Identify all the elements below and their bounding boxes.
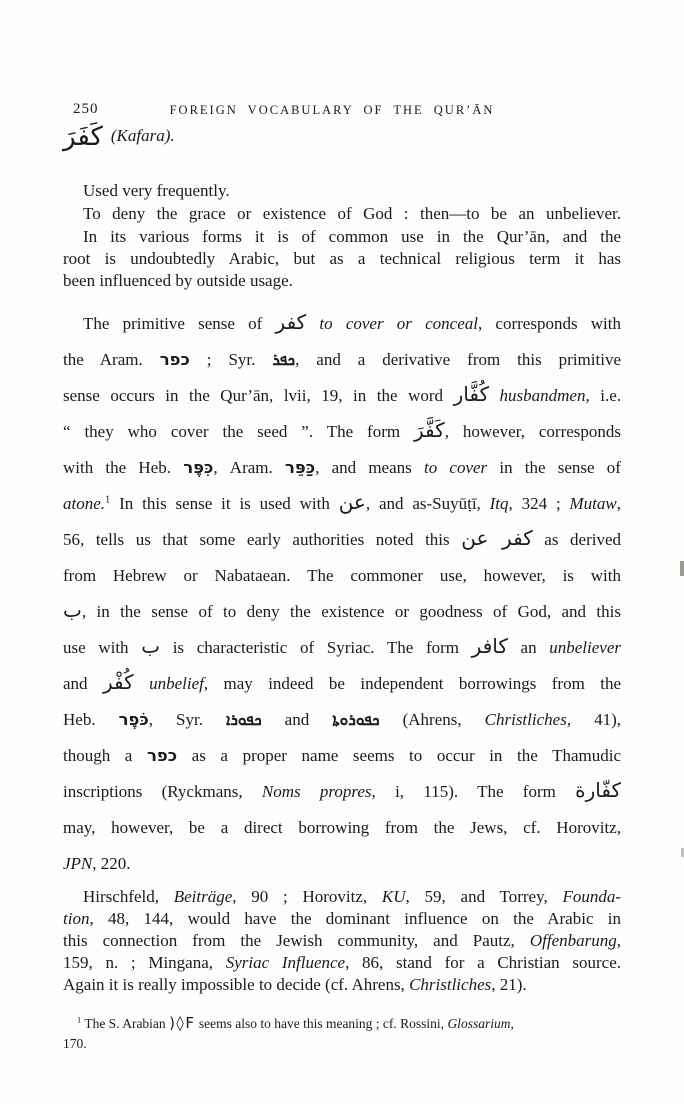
text-line [63, 450, 621, 486]
text-segment: In this sense it is used with [110, 494, 339, 513]
text-segment: unbeliever [549, 638, 622, 657]
text-segment: Hirschfeld, [83, 887, 174, 906]
text-segment: this connection from the Jewish community, and Pautz, [63, 931, 530, 950]
footnote [63, 1014, 621, 1054]
text-line [63, 886, 621, 908]
arabic-word: ب [63, 598, 82, 622]
text-segment: to cover or conceal [319, 314, 478, 333]
text-segment: is characteristic of Syriac. The form [160, 638, 472, 657]
headword-transliteration: (Kafara). [110, 126, 175, 145]
text-segment: Glossarium [447, 1016, 511, 1031]
text-segment: tion [63, 909, 90, 928]
arabic-word: كفر عن [461, 526, 533, 550]
text-segment: , 90 ; Horovitz, [232, 887, 382, 906]
text-line [63, 930, 621, 952]
text-line [63, 594, 621, 630]
arabic-word: ب [141, 634, 161, 658]
text-segment: The S. Arabian [81, 1016, 170, 1031]
text-segment: may, however, be a direct borrowing from the Jews, cf. Horovitz, [63, 818, 621, 837]
text-segment: JPN [63, 854, 93, 873]
arabic-word: كُفَّار [453, 382, 489, 406]
hebrew-word: כפר [146, 746, 178, 765]
text-segment: and [63, 674, 103, 693]
text-segment: unbelief [149, 674, 204, 693]
text-segment: (Ahrens, [379, 710, 485, 729]
text-segment: , and as-Suyūṭī, [365, 494, 490, 513]
text-segment: Used very frequently. [83, 181, 230, 200]
text-segment: Noms propres [261, 782, 372, 801]
text-segment: as derived [532, 530, 621, 549]
text-segment: an [507, 638, 550, 657]
text-line [63, 342, 621, 378]
paragraph-origin [63, 226, 621, 292]
text-segment: “ they who cover the seed ”. The form [63, 422, 414, 441]
text-segment: Christliches [484, 710, 567, 729]
text-segment: root is undoubtedly Arabic, but as a technical religious term it has [63, 249, 621, 268]
text-segment: , [510, 1016, 514, 1031]
syriac-word: ܟܦܪ [272, 351, 296, 369]
text-line [63, 558, 621, 594]
text-segment: , in the sense of to deny the existence or goodness of God, and this [81, 602, 621, 621]
text-line [63, 846, 621, 882]
text-line [63, 486, 621, 522]
text-segment: though a [63, 746, 147, 765]
text-segment: 170. [63, 1036, 87, 1051]
syriac-word: ܟܦܘܪܐ [226, 711, 262, 729]
text-segment [306, 314, 319, 333]
footnote-marker: 1 [77, 1015, 82, 1025]
text-segment: inscriptions (Ryckmans, [63, 782, 262, 801]
text-line [63, 306, 621, 342]
text-segment: in the sense of [487, 458, 621, 477]
text-segment: Heb. [63, 710, 119, 729]
text-line [63, 248, 621, 270]
text-segment: Christliches [409, 975, 492, 994]
text-line [63, 1014, 621, 1034]
text-segment: , Syr. [148, 710, 226, 729]
headword-arabic: كَفَرَ [63, 122, 103, 152]
paragraph-scholars [63, 886, 621, 996]
arabic-word: كُفْر [102, 670, 134, 694]
text-segment [489, 386, 500, 405]
text-segment: 56, tells us that some early authorities noted this [63, 530, 462, 549]
text-segment: as a proper name seems to occur in the Thamudic [177, 746, 621, 765]
footnote-marker: 1 [105, 494, 111, 506]
text-line [63, 414, 621, 450]
text-line [63, 974, 621, 996]
text-segment: Itq [489, 494, 509, 513]
arabic-word: كفّارة [575, 778, 621, 802]
text-line [63, 738, 621, 774]
text-segment: , i, 115). The form [371, 782, 576, 801]
text-segment: , and means [315, 458, 424, 477]
text-segment: Again it is really impossible to decide (cf. Ahrens, [63, 975, 410, 994]
text-segment [134, 674, 149, 693]
paragraph-primitive-sense [63, 306, 621, 882]
text-segment: 159, n. ; Mingana, [63, 953, 226, 972]
text-line [63, 270, 621, 292]
text-segment: , 220. [92, 854, 131, 873]
text-segment: sense occurs in the Qur’ān, lvii, 19, in the word [63, 386, 454, 405]
text-segment: , 86, stand for a Christian source. [345, 953, 621, 972]
text-segment: Beiträge [173, 887, 233, 906]
text-line [63, 1034, 621, 1054]
hebrew-word: כַּפֵּר [284, 458, 316, 477]
text-segment: ; Syr. [189, 350, 273, 369]
text-segment: , however, corresponds [444, 422, 622, 441]
hebrew-word: כִּפֶּר [183, 458, 214, 477]
text-line [63, 774, 621, 810]
running-title: FOREIGN VOCABULARY OF THE QUR’ĀN [169, 103, 495, 117]
text-segment: , [616, 931, 621, 950]
entry-headword [63, 124, 175, 176]
text-segment: In its various forms it is of common use in the Qur’ān, and the [83, 227, 621, 246]
text-line [63, 378, 621, 414]
text-line [63, 203, 621, 225]
syriac-word: ܟܦܘܪܘܬܐ [332, 711, 380, 729]
text-segment: Syriac Influence [225, 953, 346, 972]
text-segment: and [261, 710, 333, 729]
text-segment: use with [63, 638, 142, 657]
paragraph-frequency [63, 180, 621, 202]
text-segment: Founda- [562, 887, 622, 906]
text-line [63, 666, 621, 702]
text-segment: Offenbarung [529, 931, 617, 950]
text-segment: , 48, 144, would have the dominant influence on the Arabic in [89, 909, 621, 928]
text-segment: , 41), [566, 710, 622, 729]
text-line [63, 908, 621, 930]
text-segment: , may indeed be independent borrowings from the [203, 674, 621, 693]
text-segment: atone. [63, 494, 106, 513]
hebrew-word: כֹּפֶר [118, 710, 149, 729]
text-segment: , and a derivative from this primitive [295, 350, 621, 369]
text-segment: To deny the grace or existence of God : then—to be an unbeliever. [83, 204, 621, 223]
text-segment: , corresponds with [477, 314, 621, 333]
page-number: 250 [73, 101, 99, 117]
south-arabian-word: )◊Ϝ [169, 1014, 196, 1032]
text-segment: , Aram. [213, 458, 285, 477]
text-line [63, 952, 621, 974]
text-segment: KU [381, 887, 406, 906]
text-segment: , 59, and Torrey, [405, 887, 563, 906]
text-segment: The primitive sense of [83, 314, 276, 333]
hebrew-word: כפר [159, 350, 190, 369]
arabic-word: كَفَّرَ [414, 418, 445, 442]
text-segment: , 21). [491, 975, 527, 994]
text-line [63, 630, 621, 666]
scan-artifact [680, 561, 684, 576]
text-segment: , 324 ; [508, 494, 570, 513]
text-line [63, 522, 621, 558]
text-line [63, 810, 621, 846]
running-head [63, 101, 621, 119]
text-segment: seems also to have this meaning ; cf. Rossini, [195, 1016, 448, 1031]
arabic-word: عن [338, 490, 366, 514]
text-segment: Mutaw [569, 494, 617, 513]
text-segment: husbandmen [499, 386, 586, 405]
arabic-word: كافر [471, 634, 508, 658]
text-segment: the Aram. [63, 350, 160, 369]
text-line [63, 226, 621, 248]
text-segment: to cover [423, 458, 488, 477]
text-line [63, 180, 621, 202]
text-line [63, 702, 621, 738]
paragraph-meaning [63, 203, 621, 225]
text-segment: with the Heb. [63, 458, 184, 477]
arabic-word: كفر [275, 310, 307, 334]
text-segment: from Hebrew or Nabataean. The commoner use, however, is with [63, 566, 621, 585]
text-segment: been influenced by outside usage. [63, 271, 293, 290]
text-segment: , [616, 494, 621, 513]
text-segment: , i.e. [585, 386, 621, 405]
